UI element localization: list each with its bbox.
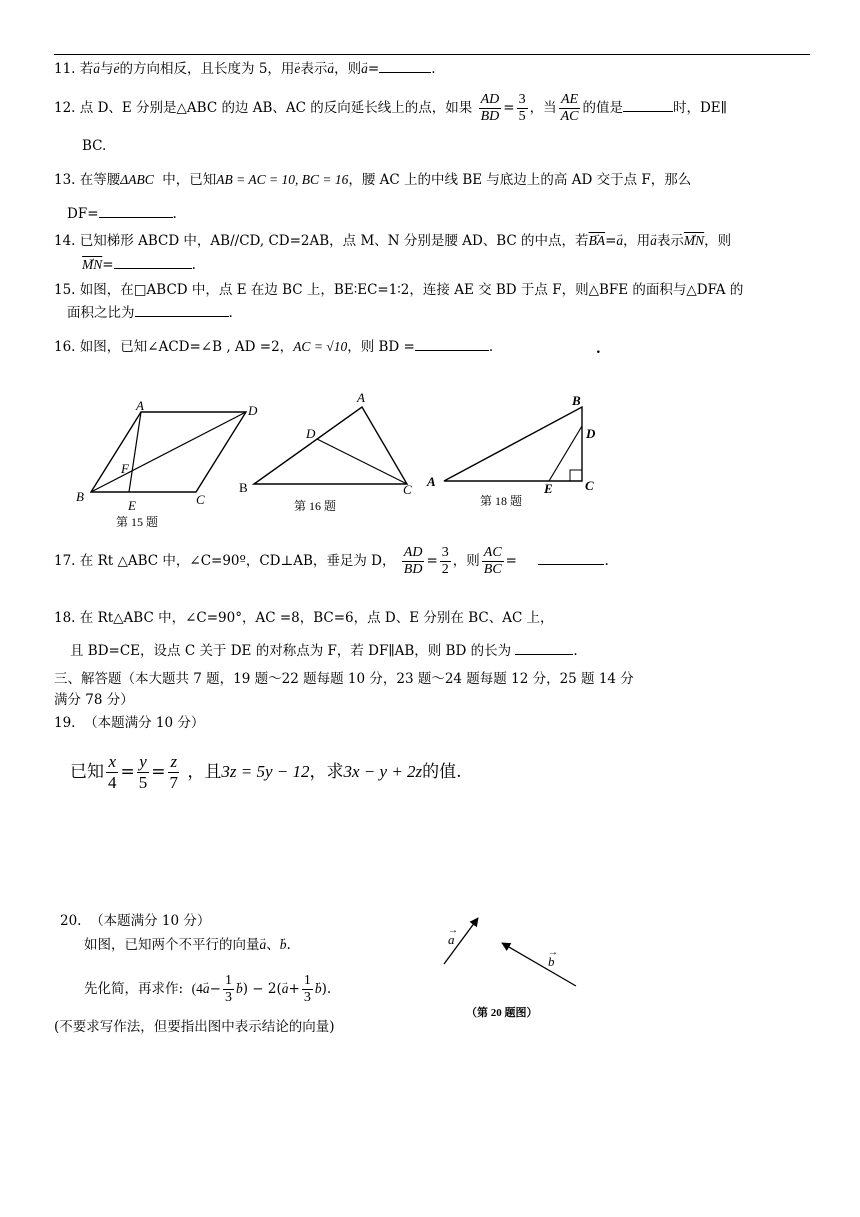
label-vector-a: a	[448, 932, 455, 947]
label-b: B	[239, 480, 248, 495]
triangle-abc	[444, 407, 582, 481]
label-e: E	[128, 498, 136, 513]
answer-blank-13[interactable]	[99, 217, 173, 218]
answer-blank-18[interactable]	[515, 654, 573, 655]
label-c: C	[403, 482, 412, 497]
figure-16	[232, 388, 427, 518]
answer-blank-11[interactable]	[379, 72, 431, 73]
fraction-1-3: $\frac{1}{3}$	[224, 973, 232, 1005]
question-14-cont: → $\overline{MN}=$ .	[82, 256, 196, 274]
label-e: E	[544, 481, 553, 496]
question-13: 13. 在等腰ΔABC 中，已知AB = AC = 10, BC = 16，腰 AC 上的中线 BE 与底边上的高 AD 交于点 F，那么	[54, 172, 692, 188]
top-rule	[54, 54, 810, 55]
figure-18	[422, 393, 612, 515]
caption-18: 第 18 题	[480, 494, 523, 508]
caption-15: 第 15 题	[116, 515, 159, 529]
stray-dot: .	[596, 341, 601, 357]
question-11: 11. 若→ a与→ e的方向相反，且长度为 5，用→ e表示→ a，则→ a= .	[54, 60, 436, 78]
label-c: C	[196, 492, 205, 507]
fraction-ae-ac: $\frac{AE}{AC}$	[560, 92, 579, 124]
caption-16: 第 16 题	[294, 499, 337, 513]
answer-blank-16[interactable]	[415, 350, 489, 351]
label-b: B	[572, 393, 581, 408]
fraction-ad-bd: $\frac{AD}{BD}$	[480, 92, 500, 124]
question-20-note: (不要求写作法，但要指出图中表示结论的向量)	[54, 1019, 335, 1035]
question-12: 12. 点 D、E 分别是△ABC 的边 AB、AC 的反向延长线上的点，如果 $\frac{AD}{BD}$ = $\frac{3}{5}$ ，当 $\frac{AE}{AC}$ 的值是 时，DE∥	[54, 92, 727, 124]
fraction-ac-bc: $\frac{AC}{BC}$	[483, 545, 502, 577]
label-b: B	[76, 489, 84, 504]
question-20-line2: 先化简，再求作: (4→ a− $\frac{1}{3}$ → b) − 2(→ a+ $\frac{1}{3}$ → b).	[84, 972, 331, 1006]
answer-blank-12[interactable]	[623, 111, 673, 112]
label-vector-b: b	[548, 954, 555, 969]
fraction-3-5: $\frac{3}{5}$	[518, 92, 526, 124]
label-c: C	[585, 478, 594, 493]
question-13-cont: DF= .	[67, 206, 177, 222]
label-d: D	[586, 426, 596, 441]
question-17: 17. 在 Rt △ABC 中，∠C=90º，CD⊥AB，垂足为 D， $\frac{AD}{BD}$ = $\frac{3}{2}$ ，则 $\frac{AC}{BC}$ = .	[54, 545, 609, 577]
fraction-1-3-second: $\frac{1}{3}$	[303, 973, 311, 1005]
label-a: A	[427, 474, 436, 489]
answer-blank-15[interactable]	[135, 316, 229, 317]
diagonal-bd	[91, 412, 246, 492]
label-vector-b-arrow: →	[548, 947, 558, 958]
fraction-z-7: $\frac{z}{7}$	[169, 752, 178, 792]
fraction-3-2: $\frac{3}{2}$	[441, 545, 449, 577]
label-a: A	[357, 390, 365, 405]
fraction-x-4: $\frac{x}{4}$	[108, 752, 117, 792]
figure-20	[432, 910, 592, 1022]
caption-20: （第 20 题图）	[466, 1007, 538, 1019]
label-vector-a-arrow: →	[448, 925, 458, 936]
question-16: 16. 如图，已知∠ACD=∠B , AD =2，AC = √10，则 BD = .	[54, 339, 494, 355]
section-3-heading: 三、解答题（本大题共 7 题，19 题～22 题每题 10 分，23 题～24 题每题 12 分，25 题 14 分	[54, 671, 634, 687]
question-19-body: 已知 $\frac{x}{4}$ = $\frac{y}{5}$ = $\frac{z}{7}$ ，且3z = 5y − 12，求3x − y + 2z的值.	[70, 752, 462, 792]
fraction-y-5: $\frac{y}{5}$	[138, 752, 148, 792]
vector-b-arrow	[502, 943, 576, 986]
question-15: 15. 如图，在□ABCD 中，点 E 在边 BC 上，BE∶EC=1∶2，连接 AE 交 BD 于点 F，则△BFE 的面积与△DFA 的	[54, 282, 744, 298]
question-18: 18. 在 Rt△ABC 中，∠C=90°，AC =8，BC=6，点 D、E 分别在 BC、AC 上，	[54, 610, 554, 626]
question-18-cont: 且 BD=CE，设点 C 关于 DE 的对称点为 F，若 DF∥AB，则 BD 的长为 .	[70, 643, 578, 659]
answer-blank-14[interactable]	[114, 268, 192, 269]
question-12-cont: BC.	[82, 138, 107, 154]
label-d: D	[306, 426, 316, 441]
question-19-header: 19. （本题满分 10 分）	[54, 715, 205, 731]
label-d: D	[248, 403, 258, 418]
question-14: 14. 已知梯形 ABCD 中，AB//CD, CD=2AB，点 M、N 分别是腰 AD、BC 的中点，若→ $\overline{BA}=\to a$，用→ a表示→ $\overline{MN}$，则	[54, 232, 731, 250]
segment-ae	[129, 412, 141, 492]
label-f: F	[121, 461, 129, 476]
question-20-header: 20. （本题满分 10 分）	[60, 913, 211, 929]
section-3-heading-cont: 满分 78 分）	[54, 692, 134, 708]
question-20-line1: 如图，已知两个不平行的向量→ a、→ b.	[84, 936, 291, 954]
right-angle-mark	[570, 470, 582, 481]
label-a: A	[136, 398, 144, 413]
fraction-ad-bd: $\frac{AD}{BD}$	[403, 545, 423, 577]
answer-blank-17[interactable]	[538, 564, 604, 565]
segment-ed	[549, 426, 582, 481]
question-15-cont: 面积之比为 .	[67, 305, 233, 321]
